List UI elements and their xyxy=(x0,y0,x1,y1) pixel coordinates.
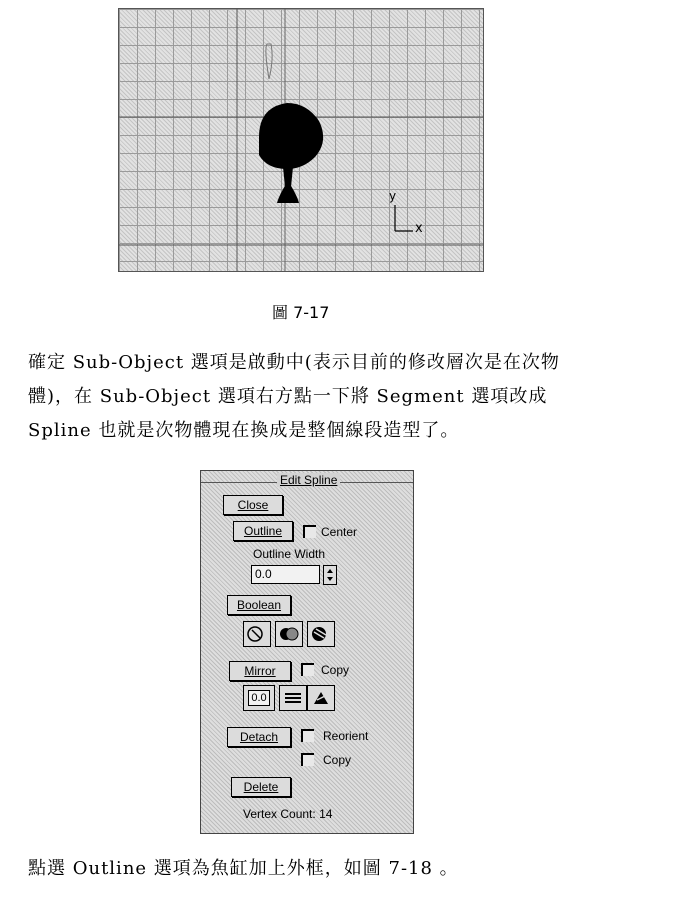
boolean-subtract-button[interactable] xyxy=(275,621,303,647)
paragraph-line-1: 確定 Sub-Object 選項是啟動中(表示目前的修改層次是在次物 xyxy=(28,352,560,373)
boolean-intersect-button[interactable] xyxy=(307,621,335,647)
paragraph-line-2: 體)，在 Sub-Object 選項右方點一下將 Segment 選項改成 xyxy=(28,386,548,407)
union-icon xyxy=(244,622,270,646)
outline-width-label: Outline Width xyxy=(253,547,326,561)
vertex-count-text: Vertex Count: xyxy=(243,807,316,821)
vertex-count-label xyxy=(243,807,332,821)
goblet-base xyxy=(277,181,299,203)
outline-width-field[interactable]: 0.0 xyxy=(251,565,320,584)
boolean-union-button[interactable] xyxy=(243,621,271,647)
boolean-button[interactable]: Boolean xyxy=(227,595,291,615)
paragraph-line-3: Spline 也就是次物體現在換成是整個線段造型了。 xyxy=(28,420,460,441)
mirror-both-button[interactable] xyxy=(307,685,335,711)
mirror-value: 0.0 xyxy=(248,690,270,706)
mirror-horizontal-button[interactable] xyxy=(243,685,275,711)
intersect-icon xyxy=(308,622,334,646)
spinner-arrows-icon xyxy=(324,566,336,584)
delete-button[interactable]: Delete xyxy=(231,777,291,797)
detach-copy-label: Copy xyxy=(323,753,352,767)
detach-button[interactable]: Detach xyxy=(227,727,291,747)
viewport-figure xyxy=(118,8,484,272)
paragraph2-line-1: 點選 Outline 選項為魚缸加上外框，如圖 7-18 。 xyxy=(28,858,459,879)
mirror-copy-checkbox[interactable] xyxy=(301,663,314,676)
mirror-diagonal-icon xyxy=(308,686,334,710)
axis-y-label: y xyxy=(389,189,397,203)
mirror-button[interactable]: Mirror xyxy=(229,661,291,681)
figure-caption-7-17: 圖 7-17 xyxy=(272,303,330,322)
mirror-lines-icon xyxy=(280,686,306,710)
outline-button[interactable]: Outline xyxy=(233,521,293,541)
reorient-label: Reorient xyxy=(323,729,369,743)
edit-spline-panel xyxy=(200,470,414,834)
mirror-vertical-button[interactable] xyxy=(279,685,307,711)
subtract-icon xyxy=(276,622,302,646)
reorient-checkbox[interactable] xyxy=(301,729,314,742)
center-label: Center xyxy=(321,525,358,539)
goblet-bowl xyxy=(259,103,323,169)
detach-copy-checkbox[interactable] xyxy=(301,753,314,766)
close-button[interactable]: Close xyxy=(223,495,283,515)
panel-title: Edit Spline xyxy=(277,473,340,487)
center-checkbox[interactable] xyxy=(303,525,316,538)
viewport-drawing xyxy=(119,9,483,271)
vertex-count-value: 14 xyxy=(319,807,333,821)
mirror-copy-label: Copy xyxy=(321,663,350,677)
outline-width-spinner[interactable] xyxy=(323,565,337,585)
axis-x-label: x xyxy=(415,221,423,236)
